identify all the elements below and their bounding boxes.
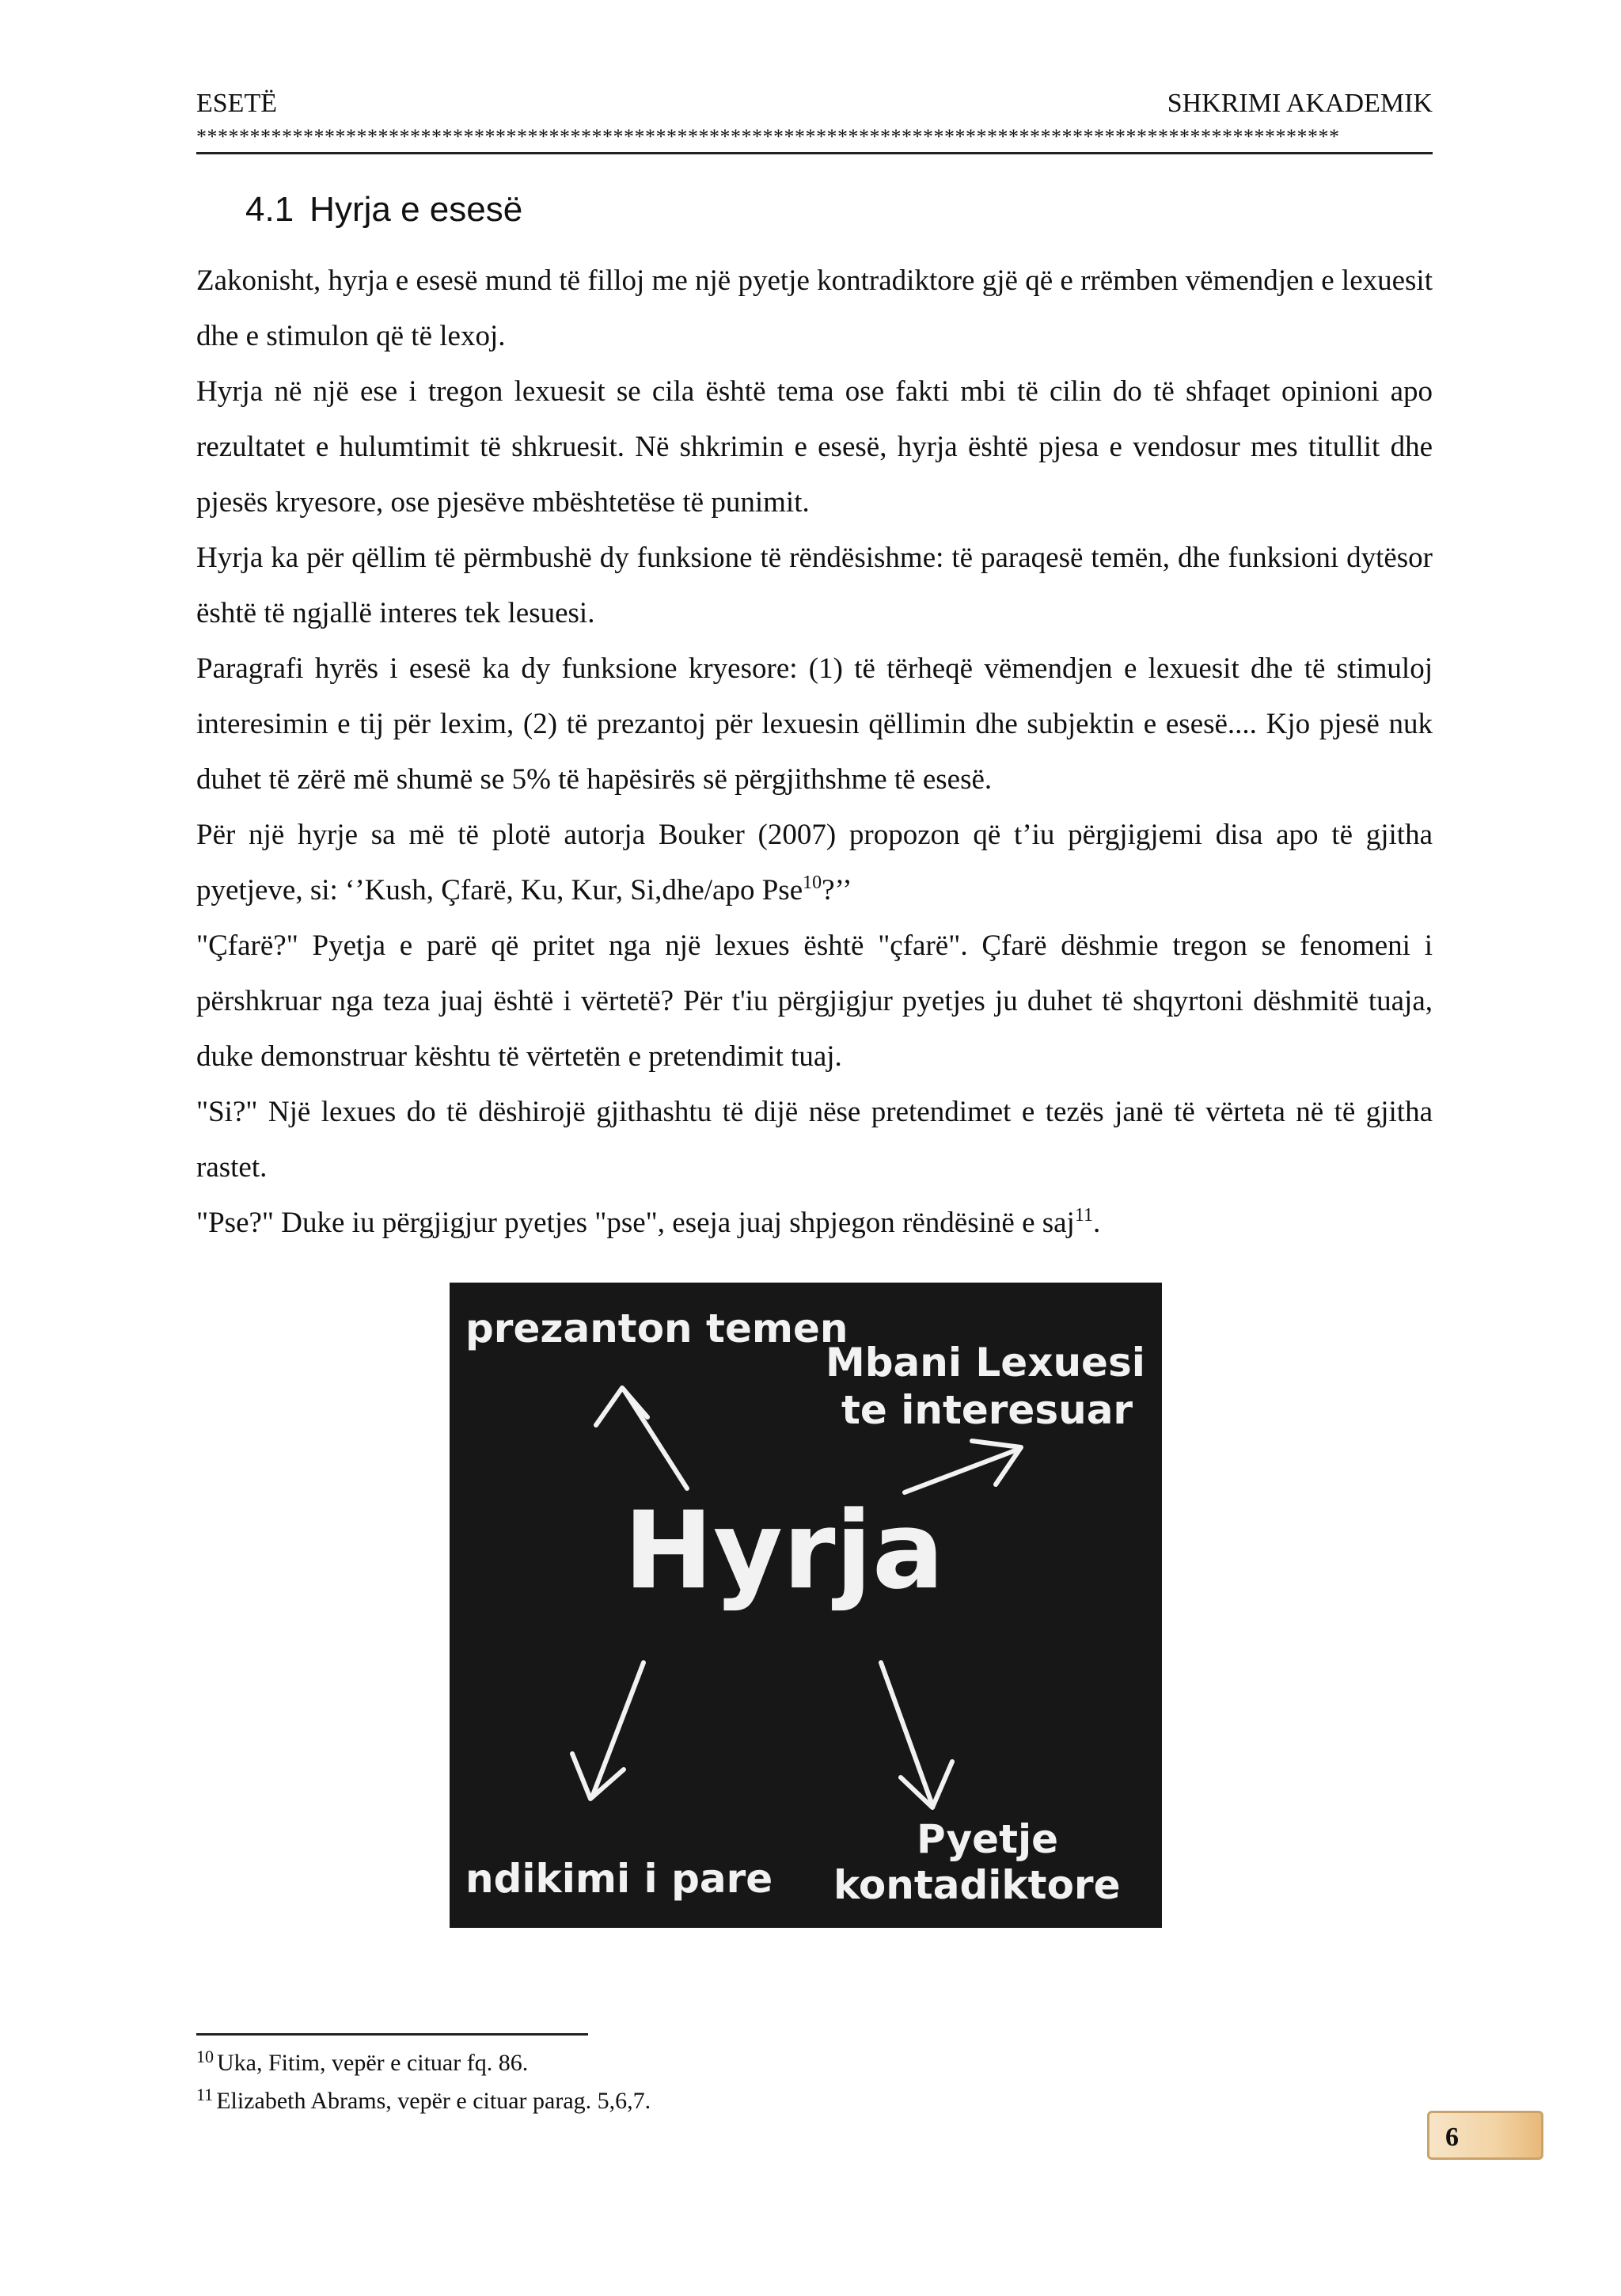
- figure-label-top-right-1: Mbani Lexuesi: [826, 1340, 1145, 1386]
- body-text: [196, 253, 1433, 1251]
- figure-label-bottom-right-2: kontadiktore: [833, 1862, 1121, 1908]
- header-star-line: ***********************************************************************************************************: [196, 125, 1340, 148]
- paragraph: "Si?" Një lexues do të dëshirojë gjithashtu të dijë nëse pretendimet e tezës janë të vërteta në të gjitha rastet.: [196, 1096, 1433, 1184]
- page-header: [196, 89, 1433, 120]
- footnote-number: 10: [196, 2047, 214, 2066]
- paragraph-text: ?’’: [822, 874, 852, 907]
- footnote-divider: [196, 2033, 588, 2036]
- section-title: Hyrja e esesë: [309, 190, 523, 229]
- paragraph: Hyrja në një ese i tregon lexuesit se cila është tema ose fakti mbi të cilin do të shfaqet opinioni apo rezultatet e hulumtimit të shkruesit. Në shkrimin e esesë, hyrja është pjesa e vendosur mes titullit dhe pjesës kryesore, ose pjesëve mbështetëse të punimit.: [196, 375, 1433, 519]
- paragraph: Hyrja ka për qëllim të përmbushë dy funksione të rëndësishme: të paraqesë temën, dhe funksioni dytësor është të ngjallë interes tek lesuesi.: [196, 542, 1433, 629]
- header-divider: [196, 152, 1433, 154]
- footnote: [196, 2082, 1433, 2120]
- footnote-number: 11: [196, 2085, 214, 2104]
- paragraph: Zakonisht, hyrja e esesë mund të filloj me një pyetje kontradiktore gjë që e rrëmben vëmendjen e lexuesit dhe e stimulon që të lexoj.: [196, 264, 1433, 352]
- figure-center-word: Hyrja: [624, 1488, 944, 1613]
- header-right-title: SHKRIMI AKADEMIK: [1167, 89, 1433, 118]
- footnotes: [196, 2044, 1433, 2120]
- footnote-text: Elizabeth Abrams, vepër e cituar parag. 5,6,7.: [216, 2088, 651, 2114]
- section-number: 4.1: [245, 190, 294, 229]
- footnote-ref[interactable]: 10: [803, 872, 822, 893]
- paragraph-text: "Pse?" Duke iu përgjigjur pyetjes "pse", eseja juaj shpjegon rëndësinë e saj: [196, 1207, 1075, 1239]
- figure-label-top-left: prezanton temen: [465, 1306, 848, 1351]
- hyrja-chalkboard-figure: [450, 1283, 1162, 1928]
- figure-label-bottom-left: ndikimi i pare: [465, 1856, 773, 1902]
- figure-label-top-right-2: te interesuar: [841, 1387, 1133, 1433]
- footnote-text: Uka, Fitim, vepër e cituar fq. 86.: [217, 2050, 529, 2076]
- page-number: 6: [1427, 2111, 1543, 2160]
- paragraph-text: Për një hyrje sa më të plotë autorja Bouker (2007) propozon që t’iu përgjigjemi disa apo të gjitha pyetjeve, si: ‘’Kush, Çfarë, Ku, Kur, Si,dhe/apo Pse: [196, 819, 1433, 907]
- paragraph: [196, 1196, 1433, 1251]
- footnote-ref[interactable]: 11: [1074, 1205, 1093, 1226]
- section-heading: [245, 190, 522, 230]
- figure-label-bottom-right-1: Pyetje: [917, 1816, 1059, 1862]
- paragraph: [196, 808, 1433, 918]
- paragraph: Paragrafi hyrës i esesë ka dy funksione kryesore: (1) të tërheqë vëmendjen e lexuesit dhe të stimuloj interesimin e tij për lexim, (2) të prezantoj për lexuesin qëllimin dhe subjektin e esesë.... Kjo pjesë nuk duhet të zërë më shumë se 5% të hapësirës së përgjithshme të esesë.: [196, 652, 1433, 796]
- footnote: [196, 2044, 1433, 2082]
- header-left-title: ESETË: [196, 89, 277, 118]
- paragraph-text: .: [1092, 1207, 1101, 1239]
- paragraph: "Çfarë?" Pyetja e parë që pritet nga një lexues është "çfarë". Çfarë dëshmie tregon se fenomeni i përshkruar nga teza juaj është i vërtetë? Për t'iu përgjigjur pyetjes ju duhet të shqyrtoni dëshmitë tuaja, duke demonstruar kështu të vërtetën e pretendimit tuaj.: [196, 929, 1433, 1073]
